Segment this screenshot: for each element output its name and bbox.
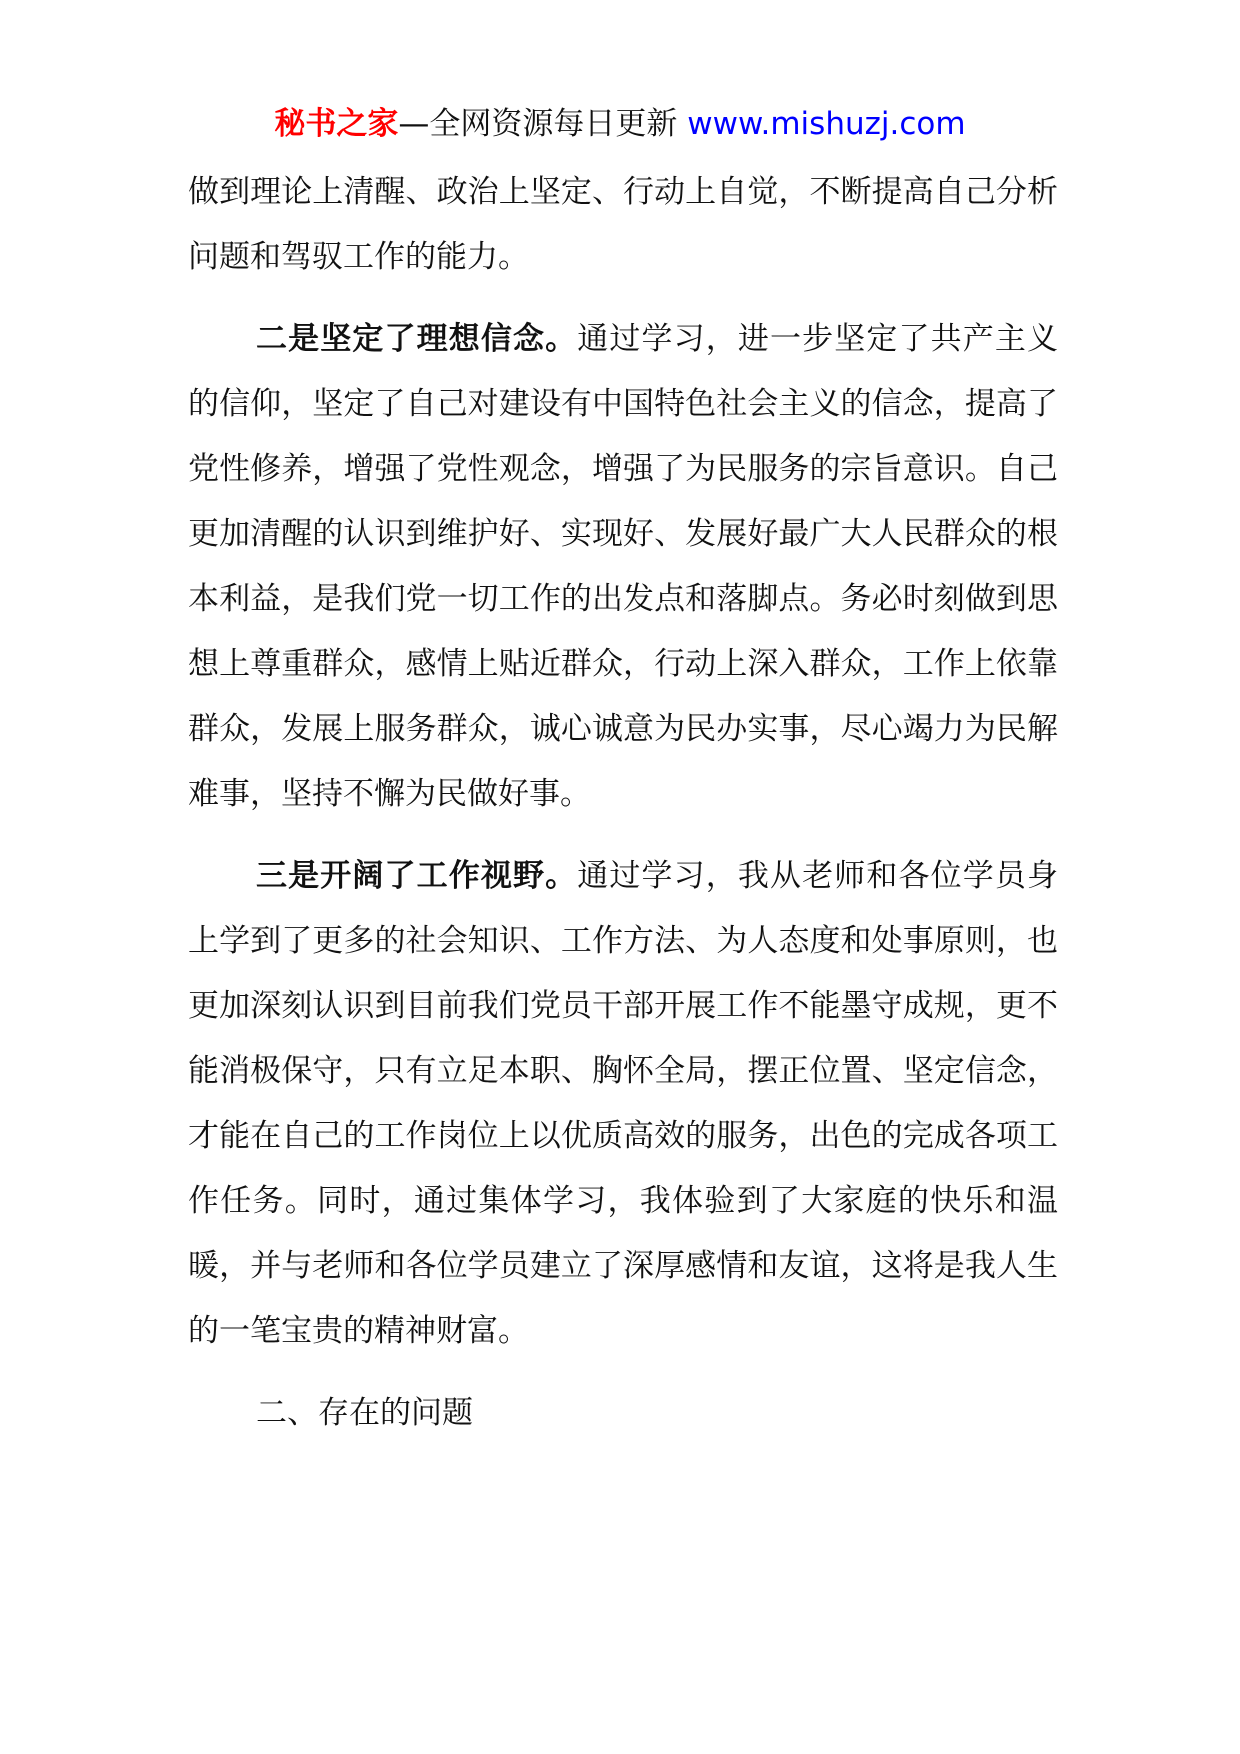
paragraph-ideals-body: 通过学习，进一步坚定了共产主义的信仰，坚定了自己对建设有中国特色社会主义的信念，提高了党性修养，增强了党性观念，增强了为民服务的宗旨意识。自己更加清醒的认识到维护好、实现好、发展好最广大人民群众的根本利益，是我们党一切工作的出发点和落脚点。务必时刻做到思想上尊重群众，感情上贴近群众，行动上深入群众，工作上依靠群众，发展上服务群众，诚心诚意为民办实事，尽心竭力为民解难事，坚持不懈为民做好事。 (188, 321, 1058, 812)
paragraph-continuation: 做到理论上清醒、政治上坚定、行动上自觉，不断提高自己分析问题和驾驭工作的能力。 (188, 174, 1058, 275)
paragraph-ideals-lead: 二是坚定了理想信念。 (256, 321, 578, 357)
section-heading-problems: 二、存在的问题 (256, 1395, 473, 1431)
page-header (0, 100, 1240, 148)
site-brand: 秘书之家 (274, 106, 399, 142)
paragraph-vision (188, 844, 1058, 1364)
paragraph-vision-lead: 三是开阔了工作视野。 (256, 858, 578, 894)
site-url-link[interactable]: www.mishuzj.com (687, 106, 966, 142)
document-body (188, 160, 1058, 1446)
site-slogan: —全网资源每日更新 (398, 106, 678, 142)
paragraph-vision-body: 通过学习，我从老师和各位学员身上学到了更多的社会知识、工作方法、为人态度和处事原则，也更加深刻认识到目前我们党员干部开展工作不能墨守成规，更不能消极保守，只有立足本职、胸怀全局，摆正位置、坚定信念，才能在自己的工作岗位上以优质高效的服务，出色的完成各项工作任务。同时，通过集体学习，我体验到了大家庭的快乐和温暖，并与老师和各位学员建立了深厚感情和友谊，这将是我人生的一笔宝贵的精神财富。 (188, 858, 1058, 1349)
paragraph-ideals (188, 307, 1058, 827)
